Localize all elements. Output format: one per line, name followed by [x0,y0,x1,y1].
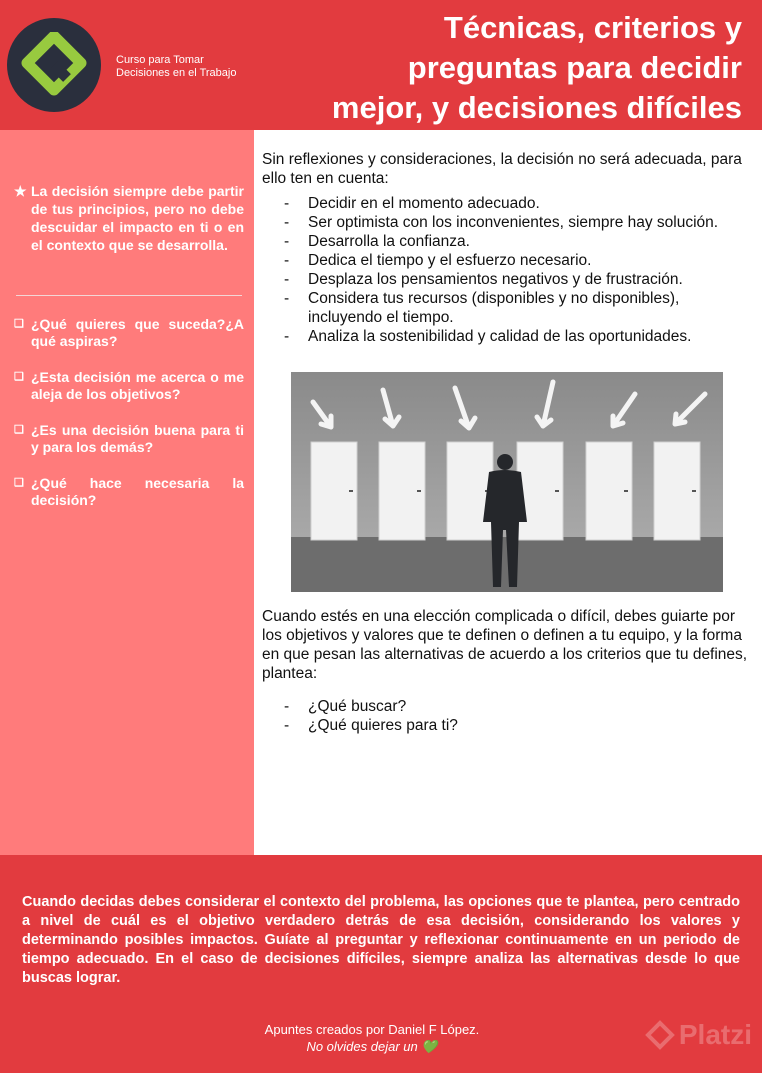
list-item [262,697,752,716]
dash-bullet: - [284,717,290,734]
reminder-text: No olvides dejar un [306,1039,418,1054]
reminder-line [0,1038,744,1055]
list-item [262,716,752,735]
principle-note [14,182,244,254]
checkbox-icon: ❑ [14,477,24,489]
watermark [645,1019,752,1051]
question-item [14,316,244,350]
list-item [262,327,752,346]
watermark-text: Platzi [678,1019,752,1050]
question-text: ¿Qué hace necesaria la decisión? [31,475,244,508]
principle-text: La decisión siempre debe partir de tus principios, pero no debe descuidar el impacto en ti o en el contexto que se desarrolla. [31,183,244,253]
footer-banner [0,855,762,1073]
question-text: ¿Es una decisión buena para ti y para los demás? [31,422,244,455]
title-line-2: preguntas para decidir [407,50,742,85]
doors-photo [291,372,723,592]
dash-bullet: - [284,290,290,307]
dash-bullet: - [284,271,290,288]
question-item [14,369,244,403]
divider [16,295,242,296]
author-credit: Apuntes creados por Daniel F López. [264,1022,480,1037]
platzi-watermark-icon [645,1020,675,1050]
prompts-list [262,697,752,735]
tip-text: Considera tus recursos (disponibles y no disponibles), incluyendo el tiempo. [308,290,680,326]
question-item [14,475,244,509]
course-line-1: Curso para Tomar [116,54,204,66]
main-content [262,150,752,346]
checkbox-icon: ❑ [14,318,24,330]
summary-paragraph: Cuando decidas debes considerar el contexto del problema, las opciones que te plantea, pero centrado a nivel de cuál es el objetivo verdadero detrás de esa decisión, considerando los valores y determinando posibles impactos. Guíate al preguntar y reflexionar continuamente en un periodo de tiempo adecuado. En el caso de decisiones difíciles, siempre analiza las alternativas desde lo que buscas lograr. [22,894,740,986]
list-item [262,251,752,270]
list-item [262,270,752,289]
question-item [14,422,244,456]
prompt-text: ¿Qué buscar? [308,698,407,715]
intro-paragraph: Sin reflexiones y consideraciones, la decisión no será adecuada, para ello ten en cuenta: [262,151,742,187]
heart-icon: 💚 [421,1039,438,1054]
difficult-paragraph: Cuando estés en una elección complicada o difícil, debes guiarte por los objetivos y valores que te definen o definen a tu equipo, y la forma en que pesan las alternativas de acuerdo a los criterios que tu defines, plantea: [262,608,748,682]
header-banner [0,0,762,130]
tip-text: Ser optimista con los inconvenientes, siempre hay solución. [308,214,719,231]
question-text: ¿Qué quieres que suceda?¿A qué aspiras? [31,316,244,349]
question-text: ¿Esta decisión me acerca o me aleja de los objetivos? [31,369,244,402]
difficult-decisions [262,607,752,735]
course-line-2: Decisiones en el Trabajo [116,67,237,79]
dash-bullet: - [284,214,290,231]
dash-bullet: - [284,698,290,715]
checkbox-icon: ❑ [14,371,24,383]
page-title [182,8,742,128]
checkbox-icon: ❑ [14,424,24,436]
list-item [262,194,752,213]
title-line-1: Técnicas, criterios y [443,10,742,45]
list-item [262,232,752,251]
dash-bullet: - [284,195,290,212]
dash-bullet: - [284,233,290,250]
list-item [262,289,752,327]
sidebar [0,130,254,855]
tip-text: Desplaza los pensamientos negativos y de frustración. [308,271,683,288]
tip-text: Decidir en el momento adecuado. [308,195,540,212]
dash-bullet: - [284,328,290,345]
tip-text: Dedica el tiempo y el esfuerzo necesario. [308,252,592,269]
star-icon: ★ [14,183,27,199]
tip-text: Analiza la sostenibilidad y calidad de las oportunidades. [308,328,692,345]
list-item [262,213,752,232]
dash-bullet: - [284,252,290,269]
platzi-logo-icon [7,18,101,112]
tip-text: Desarrolla la confianza. [308,233,470,250]
title-line-3: mejor, y decisiones difíciles [331,90,742,125]
question-list [14,316,244,528]
prompt-text: ¿Qué quieres para ti? [308,717,458,734]
tips-list [262,194,752,346]
credits [0,1021,744,1055]
